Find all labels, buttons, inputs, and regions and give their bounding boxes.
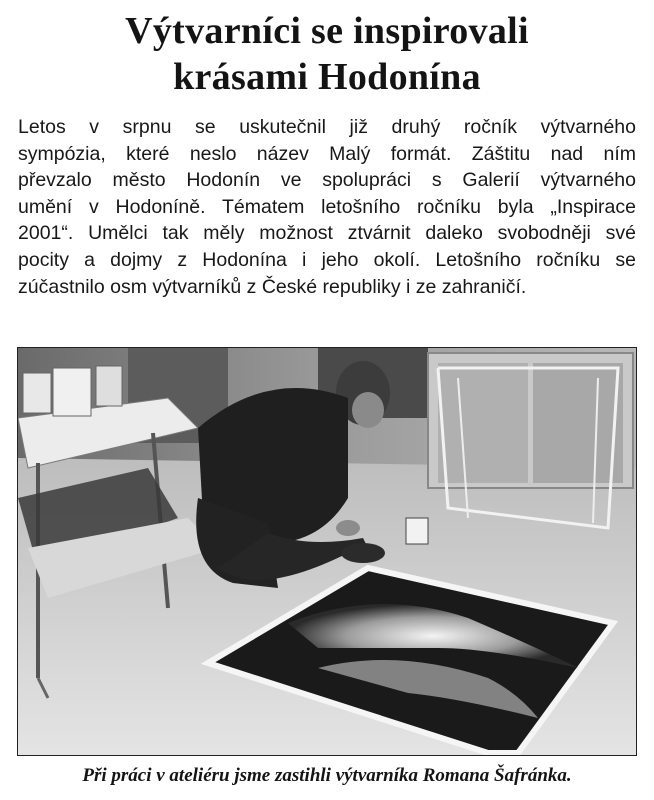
- body-line: pocity a dojmy z Hodonína i jeho okolí. Letošního ročníku se: [18, 248, 636, 271]
- body-line: Letos v srpnu se uskutečnil již druhý ročník výtvarného: [18, 116, 636, 138]
- body-line: převzalo město Hodonín ve spolupráci s Galerií výtvarného: [18, 169, 636, 192]
- headline-line-1: Výtvarníci se inspirovali: [125, 10, 529, 52]
- body-line: sympózia, které neslo název Malý formát. Záštitu nad ním: [18, 142, 636, 165]
- photo-caption: Při práci v ateliéru jsme zastihli výtvarníka Romana Šafránka.: [82, 765, 572, 786]
- photo-illustration: [18, 348, 636, 755]
- body-line: umění v Hodoníně. Tématem letošního ročníku byla „Inspirace: [18, 195, 636, 218]
- body-line: zúčastnilo osm výtvarníků z České republiky i ze zahraničí.: [18, 275, 527, 298]
- headline: [0, 8, 654, 100]
- article-body: [18, 114, 636, 300]
- headline-line-2: krásami Hodonína: [173, 56, 481, 98]
- body-line: 2001“. Umělci tak měly možnost ztvárnit daleko svobodněji své: [18, 222, 636, 245]
- photo-artist-at-work: [17, 347, 637, 756]
